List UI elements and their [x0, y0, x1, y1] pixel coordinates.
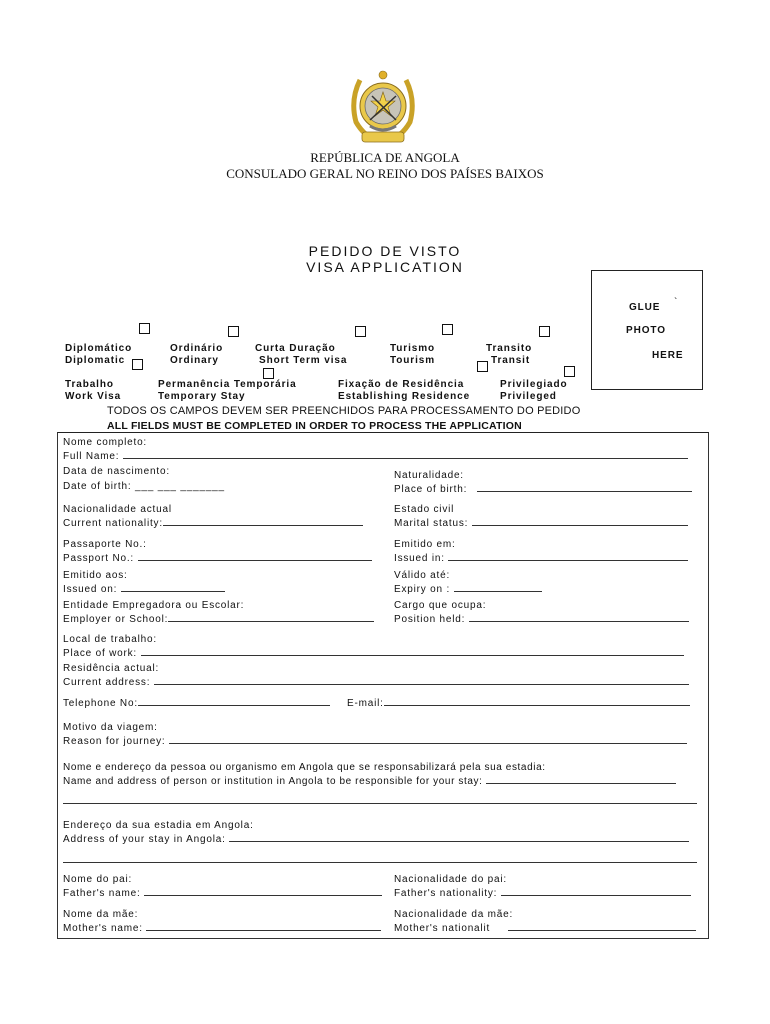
photo-box — [591, 270, 703, 390]
reason-input[interactable] — [169, 734, 687, 744]
stay-address-input[interactable] — [229, 832, 689, 842]
instructions-pt: TODOS OS CAMPOS DEVEM SER PREENCHIDOS PARA PROCESSAMENTO DO PEDIDO — [107, 405, 581, 417]
consulate-name: CONSULADO GERAL NO REINO DOS PAÍSES BAIXOS — [226, 166, 544, 181]
father-input[interactable] — [144, 886, 382, 896]
application-form — [57, 432, 709, 939]
field-stay-address: Endereço da sua estadia em Angola: Address of your stay in Angola: — [63, 820, 689, 846]
checkbox-work[interactable] — [132, 359, 143, 370]
father-nationality-input[interactable] — [501, 886, 691, 896]
field-reason: Motivo da viagem: Reason for journey: — [63, 722, 687, 748]
field-email: E-mail: — [347, 696, 690, 710]
field-passport: Passaporte No.: Passport No.: — [63, 539, 372, 565]
visa-type-diplomatic: Diplomático Diplomatic — [65, 343, 133, 366]
field-issued-in: Emitido em: Issued in: — [394, 539, 688, 565]
field-position: Cargo que ocupa: Position held: — [394, 600, 689, 626]
expiry-input[interactable] — [454, 582, 542, 592]
email-input[interactable] — [384, 696, 690, 706]
visa-type-tourism: Turismo Tourism — [390, 343, 436, 366]
mother-input[interactable] — [146, 921, 381, 931]
telephone-input[interactable] — [138, 696, 330, 706]
checkbox-residence[interactable] — [477, 361, 488, 372]
country-name: REPÚBLICA DE ANGOLA — [310, 150, 460, 165]
checkbox-transit[interactable] — [539, 326, 550, 337]
field-father: Nome do pai: Father's name: — [63, 874, 382, 900]
photo-box-glue: GLUE — [629, 302, 661, 313]
address-input[interactable] — [154, 675, 689, 685]
field-expiry: Válido até: Expiry on : — [394, 570, 542, 596]
visa-type-residence: Fixação de Residência Establishing Residence — [338, 379, 471, 402]
checkbox-temporary-stay[interactable] — [263, 368, 274, 379]
checkbox-privileged[interactable] — [564, 366, 575, 377]
field-mother-nationality: Nacionalidade da mãe: Mother's nationalit — [394, 909, 696, 935]
dob-input[interactable]: ___ ___ _______ — [135, 481, 225, 492]
marital-input[interactable] — [472, 516, 688, 526]
photo-box-mark: ` — [674, 297, 679, 308]
field-mother: Nome da mãe: Mother's name: — [63, 909, 381, 935]
field-pob: Naturalidade: Place of birth: — [394, 470, 692, 496]
field-marital: Estado civil Marital status: — [394, 504, 688, 530]
field-dob: Data de nascimento: Date of birth: ___ ___ _______ — [63, 466, 225, 492]
visa-type-short-term: Curta Duração Short Term visa — [255, 343, 348, 366]
checkbox-diplomatic[interactable] — [139, 323, 150, 334]
title-en: VISA APPLICATION — [306, 259, 464, 275]
field-telephone: Telephone No: — [63, 696, 330, 710]
passport-input[interactable] — [138, 551, 372, 561]
work-place-input[interactable] — [141, 646, 684, 656]
visa-type-temporary-stay: Permanência Temporária Temporary Stay — [158, 379, 297, 402]
sponsor-extra-line[interactable] — [63, 803, 697, 804]
field-issued-on: Emitido aos: Issued on: — [63, 570, 225, 596]
title-pt: PEDIDO DE VISTO — [308, 243, 462, 259]
employer-input[interactable] — [168, 612, 374, 622]
photo-box-here: HERE — [652, 350, 684, 361]
checkbox-short-term[interactable] — [355, 326, 366, 337]
full-name-input[interactable] — [123, 449, 688, 459]
field-employer: Entidade Empregadora ou Escolar: Employer or School: — [63, 600, 374, 626]
nationality-input[interactable] — [163, 516, 363, 526]
instructions-en: ALL FIELDS MUST BE COMPLETED IN ORDER TO PROCESS THE APPLICATION — [107, 420, 522, 432]
coat-of-arms-emblem — [346, 70, 420, 148]
pob-input[interactable] — [477, 482, 692, 492]
visa-type-work: Trabalho Work Visa — [65, 379, 122, 402]
checkbox-tourism[interactable] — [442, 324, 453, 335]
field-full-name: Nome completo: Full Name: — [63, 437, 688, 463]
checkbox-ordinary[interactable] — [228, 326, 239, 337]
mother-nationality-input[interactable] — [508, 921, 696, 931]
field-work-place: Local de trabalho: Place of work: — [63, 634, 684, 660]
issued-on-input[interactable] — [121, 582, 225, 592]
photo-box-photo: PHOTO — [626, 325, 666, 336]
visa-type-ordinary: Ordinário Ordinary — [170, 343, 224, 366]
visa-type-privileged: Privilegiado Privileged — [500, 379, 568, 402]
field-father-nationality: Nacionalidade do pai: Father's nationality: — [394, 874, 691, 900]
position-input[interactable] — [469, 612, 689, 622]
field-address: Residência actual: Current address: — [63, 663, 689, 689]
sponsor-input[interactable] — [486, 774, 676, 784]
field-sponsor: Nome e endereço da pessoa ou organismo em Angola que se responsabilizará pela sua estadia: Name and address of person or institution in Angola to be responsible for your stay: — [63, 762, 676, 788]
visa-type-transit: Transito Transit — [486, 343, 533, 366]
stay-address-extra-line[interactable] — [63, 862, 697, 863]
issued-in-input[interactable] — [448, 551, 688, 561]
field-nationality: Nacionalidade actual Current nationality: — [63, 504, 363, 530]
